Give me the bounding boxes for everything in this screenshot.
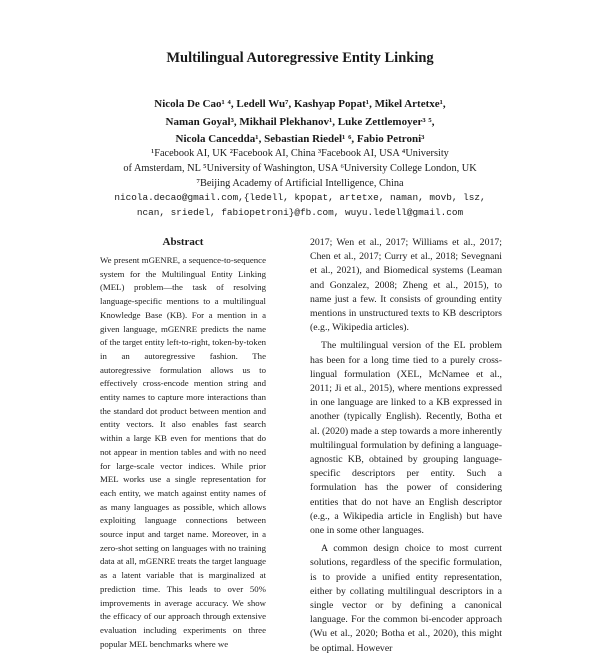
author-line: Nicola Cancedda¹, Sebastian Riedel¹ ⁶, Fabio Petroni³ xyxy=(175,133,425,145)
abstract-heading: Abstract xyxy=(162,236,204,248)
affiliations xyxy=(0,146,600,191)
email-line: nicola.decao@gmail.com,{ledell, kpopat, artetxe, naman, movb, lsz, xyxy=(114,192,486,203)
abstract-text: We present mGENRE, a sequence-to-sequence system for the Multilingual Entity Linking (MEL) problem—the task of resolving language-specific mentions to a multilingual Knowledge Base (KB). For a mention in a given language, mGENRE predicts the name of the target entity left-to-right, token-by-token in an autoregressive fashion. The autoregressive formulation allows us to effectively cross-encode mention string and entity names to capture more interactions than the standard dot product between mention and entity vectors. It also enables fast search within a large KB even for mentions that do not appear in mention tables and with no need for large-scale vector indices. While prior MEL works use a single representation for each entity, we match against entity names of as many languages as possible, which allows exploiting language connections between source input and target name. Moreover, in a zero-shot setting on languages with no training data at all, mGENRE treats the target language as a latent variable that is marginalized at prediction time. This leads to over 50% improvements in average accuracy. We show the efficacy of our approach through extensive evaluation including experiments on three popular MEL benchmarks where we xyxy=(100,255,266,649)
paragraph: A common design choice to most current solutions, regardless of the specific formulation, is to provide a unified entity representation, either by collating multilingual descriptors in a single vector or by defining a canonical language. For the common bi-encoder approach (Wu et al., 2020; Botha et al., 2020), this might be optimal. However xyxy=(310,543,502,654)
author-emails xyxy=(0,191,600,220)
abstract-body xyxy=(100,254,266,649)
paragraph: 2017; Wen et al., 2017; Williams et al., 2017; Chen et al., 2017; Curry et al., 2018; Sevegnani et al., 2021), and Biomedical systems (Leaman and Gonzalez, 2008; Zheng et al., 2015), to name just a few. It consists of grounding entity mentions in unstructured texts to KB descriptors (e.g., Wikipedia articles). xyxy=(310,237,502,334)
author-line: Naman Goyal³, Mikhail Plekhanov¹, Luke Zettlemoyer³ ⁵, xyxy=(165,115,435,128)
right-column xyxy=(310,236,502,654)
affiliation-line: ⁷Beijing Academy of Artificial Intelligence, China xyxy=(196,178,404,189)
affiliation-line: ¹Facebook AI, UK ²Facebook AI, China ³Facebook AI, USA ⁴University xyxy=(151,148,449,159)
author-list xyxy=(0,96,600,149)
author-line: Nicola De Cao¹ ⁴, Ledell Wu⁷, Kashyap Popat¹, Mikel Artetxe¹, xyxy=(154,98,446,110)
affiliation-line: of Amsterdam, NL ⁵University of Washington, USA ⁶University College London, UK xyxy=(123,163,477,174)
paragraph: The multilingual version of the EL problem has been for a long time tied to a purely cross-lingual formulation (XEL, McNamee et al., 2011; Ji et al., 2015), where mentions expressed in one language are linked to a KB expressed in another (typically English). Recently, Botha et al. (2020) made a step towards a more inherently multilingual formulation by defining a language-agnostic KB, obtained by grouping language-specific descriptors per entity. Such a formulation has the power of considering entities that do not have an English descriptor (e.g., a Wikipedia article in English) but have one in some other languages. xyxy=(310,340,502,537)
paper-title: Multilingual Autoregressive Entity Linking xyxy=(166,50,434,66)
email-line: ncan, sriedel, fabiopetroni}@fb.com, wuyu.ledell@gmail.com xyxy=(136,206,464,218)
